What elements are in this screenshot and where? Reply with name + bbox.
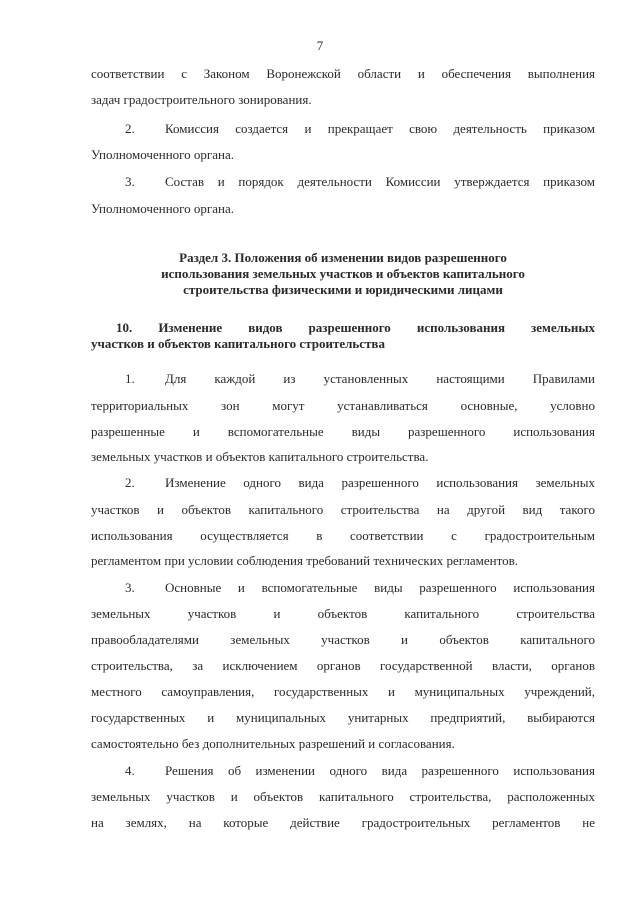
text-line: разрешенные и вспомогательные виды разрешенного использования — [91, 424, 595, 439]
text-line: на землях, на которые действие градостроительных регламентов не — [91, 815, 595, 830]
text-line: Для каждой из установленных настоящими Правилами — [165, 371, 595, 386]
text-line: местного самоуправления, государственных и муниципальных учреждений, — [91, 684, 595, 699]
text-line: правообладателями земельных участков и объектов капитального — [91, 632, 595, 647]
text-line: территориальных зон могут устанавливаться основные, условно — [91, 398, 595, 413]
paragraph-number: 3. — [125, 580, 135, 595]
item-number: 2. — [125, 121, 135, 136]
paragraph-number: 1. — [125, 371, 135, 386]
section-title-line: Раздел 3. Положения об изменении видов разрешенного — [179, 250, 507, 265]
text-line: регламентом при условии соблюдения требований технических регламентов. — [91, 553, 518, 568]
text-line: строительства, за исключением органов государственной власти, органов — [91, 658, 595, 673]
text-line: соответствии с Законом Воронежской области и обеспечения выполнения — [91, 66, 595, 81]
text-line: задач градостроительного зонирования. — [91, 92, 312, 107]
text-line: участков и объектов капитального строительства на другой вид такого — [91, 502, 595, 517]
text-line: государственных и муниципальных унитарных предприятий, выбираются — [91, 710, 595, 725]
section-title-line: использования земельных участков и объектов капитального — [161, 266, 525, 281]
paragraph-number: 4. — [125, 763, 135, 778]
item-number: 3. — [125, 174, 135, 189]
text-line: Решения об изменении одного вида разрешенного использования — [165, 763, 595, 778]
article-title-line: участков и объектов капитального строительства — [91, 336, 385, 351]
text-line: Уполномоченного органа. — [91, 147, 234, 162]
text-line: самостоятельно без дополнительных разрешений и согласования. — [91, 736, 455, 751]
text-line: Изменение одного вида разрешенного использования земельных — [165, 475, 595, 490]
text-line: земельных участков и объектов капитального строительства. — [91, 449, 429, 464]
text-line: Состав и порядок деятельности Комиссии утверждается приказом — [165, 174, 595, 189]
text-line: Основные и вспомогательные виды разрешенного использования — [165, 580, 595, 595]
text-line: использования осуществляется в соответствии с градостроительным — [91, 528, 595, 543]
text-line: земельных участков и объектов капитального строительства — [91, 606, 595, 621]
article-title-line: 10. Изменение видов разрешенного использования земельных — [116, 320, 595, 335]
paragraph-number: 2. — [125, 475, 135, 490]
section-title-line: строительства физическими и юридическими лицами — [183, 282, 503, 297]
text-line: земельных участков и объектов капитального строительства, расположенных — [91, 789, 595, 804]
text-line: Комиссия создается и прекращает свою деятельность приказом — [165, 121, 595, 136]
text-line: Уполномоченного органа. — [91, 201, 234, 216]
page-number: 7 — [316, 38, 324, 53]
